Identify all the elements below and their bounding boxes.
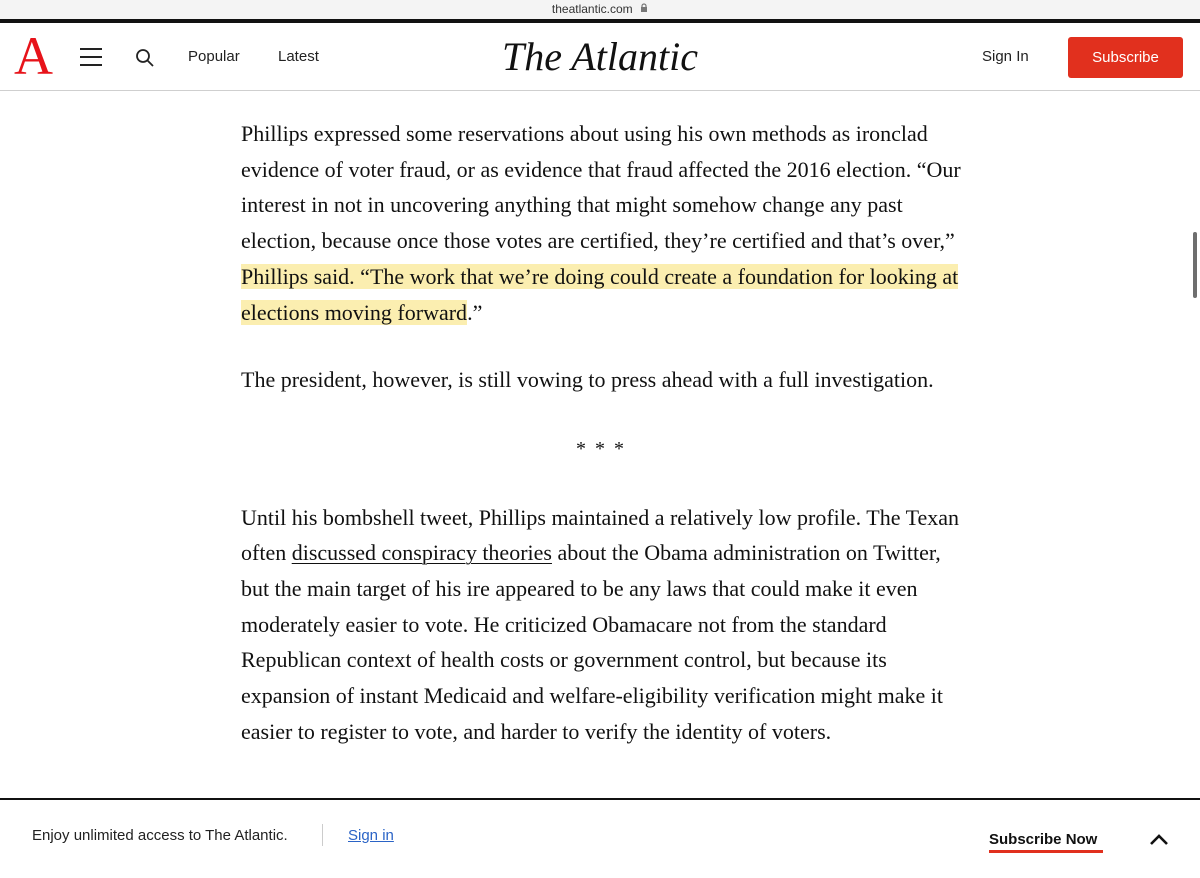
paragraph-text: Phillips expressed some reservations about using his own methods as ironclad evidence of voter fraud, or as evidence that fraud affected the 2016 election. “Our interest in not in uncovering anything that might somehow change any past election, because once those votes are certified, they’re certified and that’s over,” <box>241 121 961 254</box>
url-text: theatlantic.com <box>551 2 633 17</box>
section-separator: * * * <box>576 437 626 460</box>
scrollbar-thumb[interactable] <box>1193 232 1197 298</box>
subscribe-button[interactable]: Subscribe <box>1068 37 1183 78</box>
article-paragraph: The president, however, is still vowing to press ahead with a full investigation. <box>241 367 934 393</box>
subscribe-now-link[interactable]: Subscribe Now <box>989 831 1098 848</box>
bottom-sign-in-link[interactable]: Sign in <box>348 827 394 844</box>
article-paragraph <box>241 116 961 330</box>
site-header <box>0 23 1200 91</box>
browser-url-bar[interactable] <box>0 0 1200 20</box>
divider <box>322 824 323 846</box>
paragraph-text: Until his bombshell tweet, Phillips maintained a relatively low profile. The Texan often <box>241 504 960 566</box>
article-paragraph <box>241 500 961 750</box>
atlantic-logo[interactable]: A <box>14 26 53 86</box>
highlighted-quote: Phillips said. “The work that we’re doing could create a foundation for looking at elections moving forward <box>241 263 959 325</box>
nav-popular-link[interactable]: Popular <box>188 48 240 65</box>
subscription-bar <box>0 800 1200 878</box>
lock-icon <box>640 0 648 18</box>
chevron-up-icon[interactable] <box>1148 832 1170 846</box>
article-body <box>241 116 961 750</box>
paragraph-text-end: about the Obama administration on Twitter, but the main target of his ire appeared to be any laws that could make it even moderately easier to vote. He criticized Obamacare not from the standard Republican context of health costs or government control, but because its expansion of instant Medicaid and welfare-eligibility verification might make it easier to register to vote, and harder to verify the identity of voters. <box>241 540 943 744</box>
paragraph-text-end: .” <box>467 299 483 325</box>
sign-in-link[interactable]: Sign In <box>982 48 1029 65</box>
masthead-title[interactable]: The Atlantic <box>502 34 698 79</box>
conspiracy-theories-link[interactable]: discussed conspiracy theories <box>291 540 552 566</box>
nav-latest-link[interactable]: Latest <box>278 48 319 65</box>
subscribe-now-underline <box>989 850 1103 853</box>
access-message: Enjoy unlimited access to The Atlantic. <box>32 827 288 844</box>
